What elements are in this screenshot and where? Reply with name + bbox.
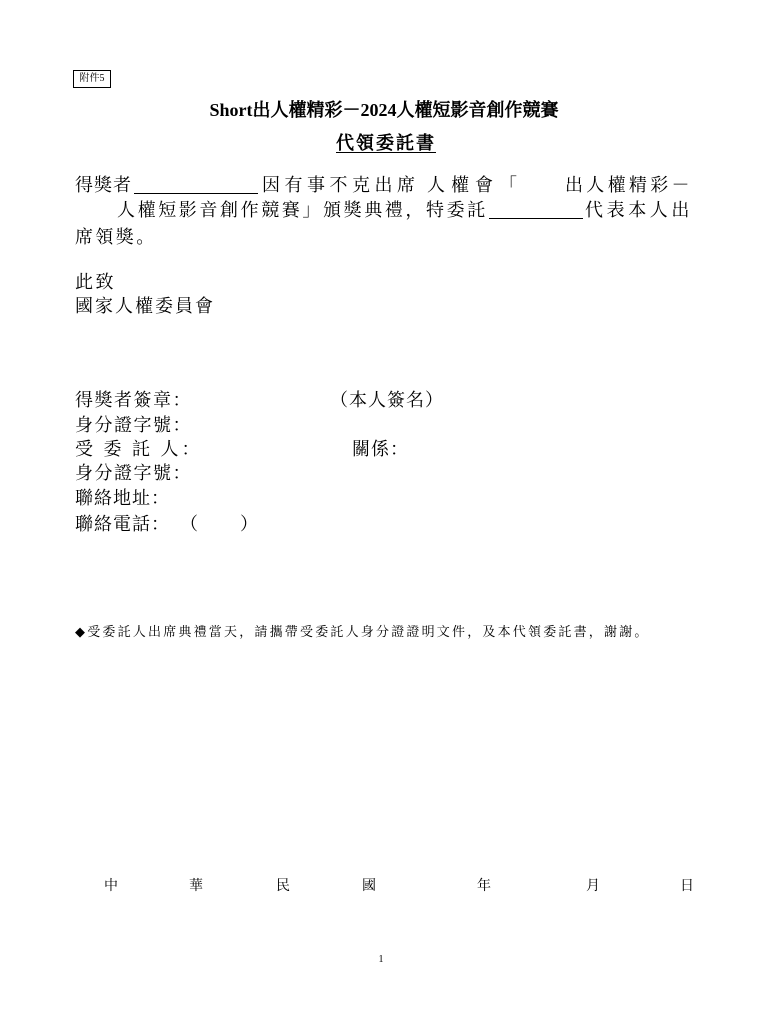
proxy-label: 受 委 託 人：	[75, 439, 203, 459]
date-label-guo: 國	[362, 879, 376, 894]
relation-label: 關係：	[352, 439, 409, 459]
id-number-label: 身分證字號：	[75, 415, 192, 435]
awardee-name-blank	[134, 176, 258, 194]
event-name-text: 出人權精彩－	[565, 175, 693, 195]
notice-text: ◆受委託人出席典禮當天，請攜帶受委託人身分證證明文件，及本代領委託書，謝謝。	[75, 624, 650, 639]
date-label-min: 民	[276, 879, 290, 894]
date-label-year: 年	[477, 879, 491, 894]
phone-label: 聯絡電話：	[75, 514, 170, 534]
absence-text: 因有事不克出席	[262, 175, 420, 195]
attachment-label: 附件5	[73, 70, 111, 88]
address-label: 聯絡地址：	[75, 488, 170, 508]
document-title: Short出人權精彩－2024人權短影音創作競賽	[209, 100, 559, 120]
event-host-text: 人權會「	[427, 175, 523, 195]
recipient-organization: 國家人權委員會	[75, 296, 215, 316]
page-number: 1	[378, 954, 384, 965]
salutation: 此致	[75, 272, 116, 292]
date-label-hua: 華	[189, 879, 203, 894]
proxy-name-blank	[489, 201, 583, 219]
phone-area-close-paren: ）	[240, 514, 258, 534]
receive-award-text: 席領獎。	[75, 227, 157, 247]
signature-hint: （本人簽名）	[330, 390, 444, 410]
date-label-month: 月	[586, 879, 600, 894]
date-label-day: 日	[680, 879, 694, 894]
representation-text: 代表本人出	[585, 200, 693, 220]
signature-label: 得獎者簽章：	[75, 390, 192, 410]
phone-area-open-paren: （	[180, 514, 198, 534]
document-subtitle: 代領委託書	[336, 133, 436, 153]
proxy-id-number-label: 身分證字號：	[75, 463, 192, 483]
awardee-label: 得獎者	[75, 175, 132, 195]
date-label-zhong: 中	[104, 879, 118, 894]
event-name-continued: 人權短影音創作競賽」頒獎典禮，特委託	[117, 200, 488, 220]
